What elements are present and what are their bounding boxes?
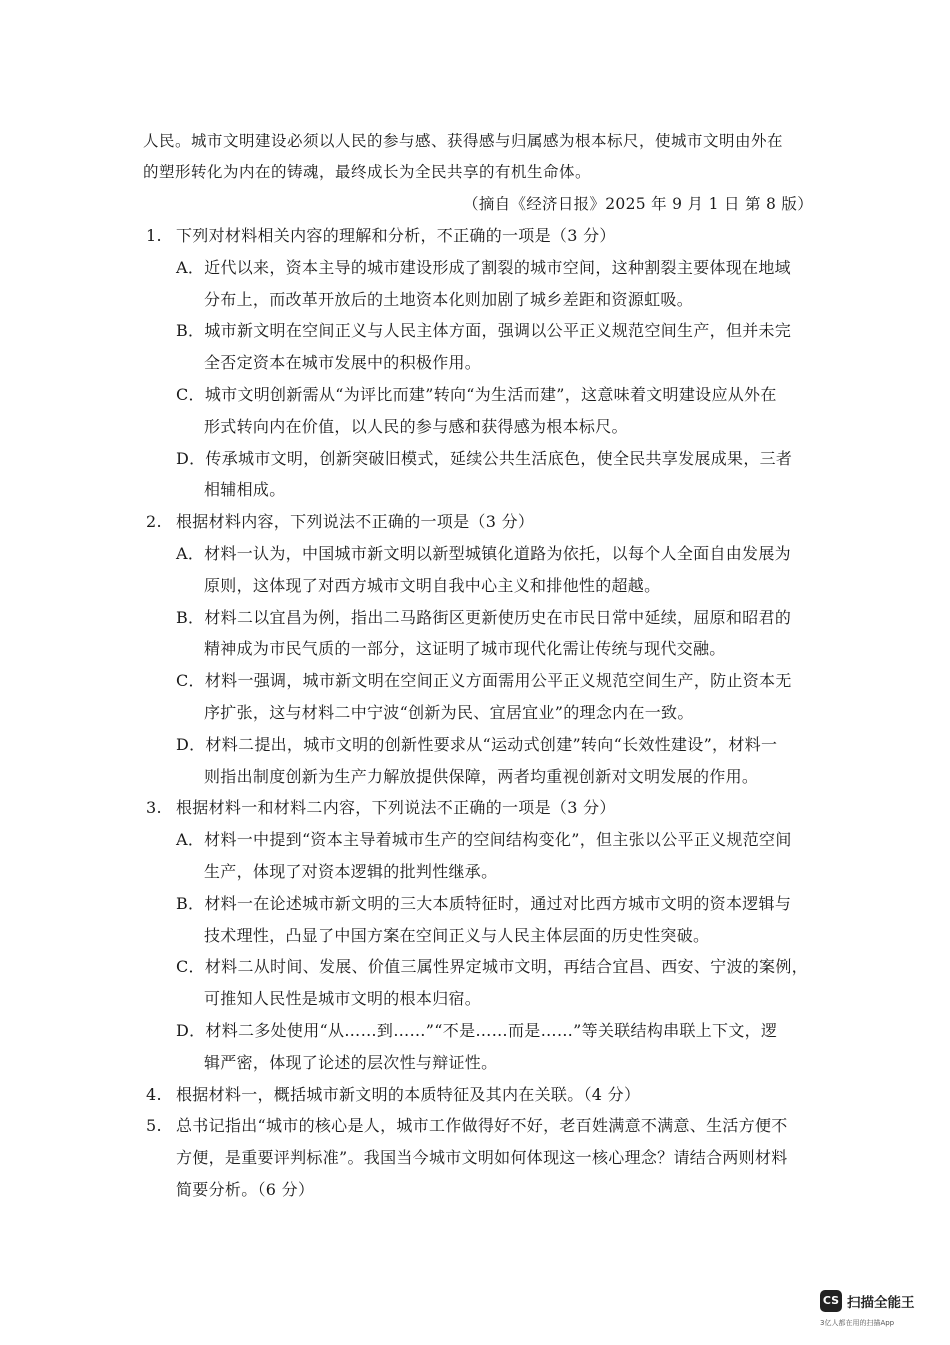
- option-line: C．城市文明创新需从“为评比而建”转向“为生活而建”，这意味着文明建设应从外在: [176, 385, 777, 404]
- option-continuation: 辑严密，体现了论述的层次性与辩证性。: [204, 1052, 498, 1072]
- watermark-brand: 扫描全能王: [847, 1295, 915, 1311]
- intro-line: 的塑形转化为内在的铸魂，最终成长为全民共享的有机生命体。: [143, 163, 592, 181]
- question-stem: 总书记指出“城市的核心是人，城市工作做得好不好，老百姓满意不满意、生活方便不: [176, 1116, 788, 1136]
- option-line: C．材料一强调，城市新文明在空间正义方面需用公平正义规范空间生产，防止资本无: [176, 671, 792, 691]
- option-line: B．材料二以宜昌为例，指出二马路街区更新使历史在市民日常中延续，屈原和昭君的: [176, 607, 792, 627]
- question-number: 1.: [146, 226, 162, 245]
- option-line: D．材料二多处使用“从……到……”“不是……而是……”等关联结构串联上下文，逻: [176, 1021, 778, 1040]
- option-line: B．材料一在论述城市新文明的三大本质特征时，通过对比西方城市文明的资本逻辑与: [176, 893, 792, 913]
- option-continuation: 则指出制度创新为生产力解放提供保障，两者均重视创新对文明发展的作用。: [204, 766, 759, 786]
- question-number: 5.: [146, 1116, 162, 1136]
- question-number: 2.: [146, 512, 162, 532]
- question-stem: 根据材料一和材料二内容，下列说法不正确的一项是（3 分）: [176, 798, 616, 818]
- option-line: D．传承城市文明，创新突破旧模式，延续公共生活底色，使全民共享发展成果，三者: [176, 448, 793, 468]
- source-citation: （摘自《经济日报》2025 年 9 月 1 日 第 8 版）: [463, 195, 813, 213]
- option-continuation: 分布上，而改革开放后的土地资本化则加剧了城乡差距和资源虹吸。: [204, 289, 694, 309]
- option-continuation: 形式转向内在价值，以人民的参与感和获得感为根本标尺。: [204, 416, 628, 436]
- option-continuation: 技术理性，凸显了中国方案在空间正义与人民主体层面的历史性突破。: [204, 925, 710, 945]
- option-line: C．材料二从时间、发展、价值三属性界定城市文明，再结合宜昌、西安、宁波的案例，: [176, 957, 808, 977]
- question-stem: 根据材料一，概括城市新文明的本质特征及其内在关联。（4 分）: [176, 1084, 641, 1104]
- option-continuation: 生产，体现了对资本逻辑的批判性继承。: [204, 862, 498, 881]
- option-continuation: 可推知人民性是城市文明的根本归宿。: [204, 989, 482, 1009]
- option-line: A．近代以来，资本主导的城市建设形成了割裂的城市空间，这种割裂主要体现在地域: [176, 257, 791, 277]
- question-stem: 根据材料内容，下列说法不正确的一项是（3 分）: [176, 512, 535, 532]
- option-continuation: 序扩张，这与材料二中宁波“创新为民、宜居宜业”的理念内在一致。: [204, 703, 694, 722]
- cs-logo-icon: CS: [820, 1290, 842, 1312]
- question-number: 4.: [146, 1084, 162, 1104]
- option-continuation: 全否定资本在城市发展中的积极作用。: [204, 353, 482, 373]
- option-line: D．材料二提出，城市文明的创新性要求从“运动式创建”转向“长效性建设”，材料一: [176, 734, 778, 754]
- option-continuation: 原则，这体现了对西方城市文明自我中心主义和排他性的超越。: [204, 575, 661, 595]
- option-continuation: 相辅相成。: [204, 480, 286, 500]
- question-stem: 下列对材料相关内容的理解和分析，不正确的一项是（3 分）: [176, 226, 616, 245]
- option-line: A．材料一认为，中国城市新文明以新型城镇化道路为依托，以每个人全面自由发展为: [176, 544, 791, 563]
- option-continuation: 精神成为市民气质的一部分，这证明了城市现代化需让传统与现代交融。: [204, 639, 726, 659]
- question-number: 3.: [146, 798, 162, 818]
- question-stem: 方便，是重要评判标准”。我国当今城市文明如何体现这一核心理念？请结合两则材料: [176, 1148, 788, 1168]
- option-line: B．城市新文明在空间正义与人民主体方面，强调以公平正义规范空间生产，但并未完: [176, 321, 792, 341]
- option-line: A．材料一中提到“资本主导着城市生产的空间结构变化”，但主张以公平正义规范空间: [176, 830, 792, 850]
- watermark-subtitle: 3亿人都在用的扫描App: [820, 1319, 895, 1327]
- question-stem: 简要分析。（6 分）: [176, 1180, 315, 1199]
- intro-line: 人民。城市文明建设必须以人民的参与感、获得感与归属感为根本标尺，使城市文明由外在: [143, 132, 784, 150]
